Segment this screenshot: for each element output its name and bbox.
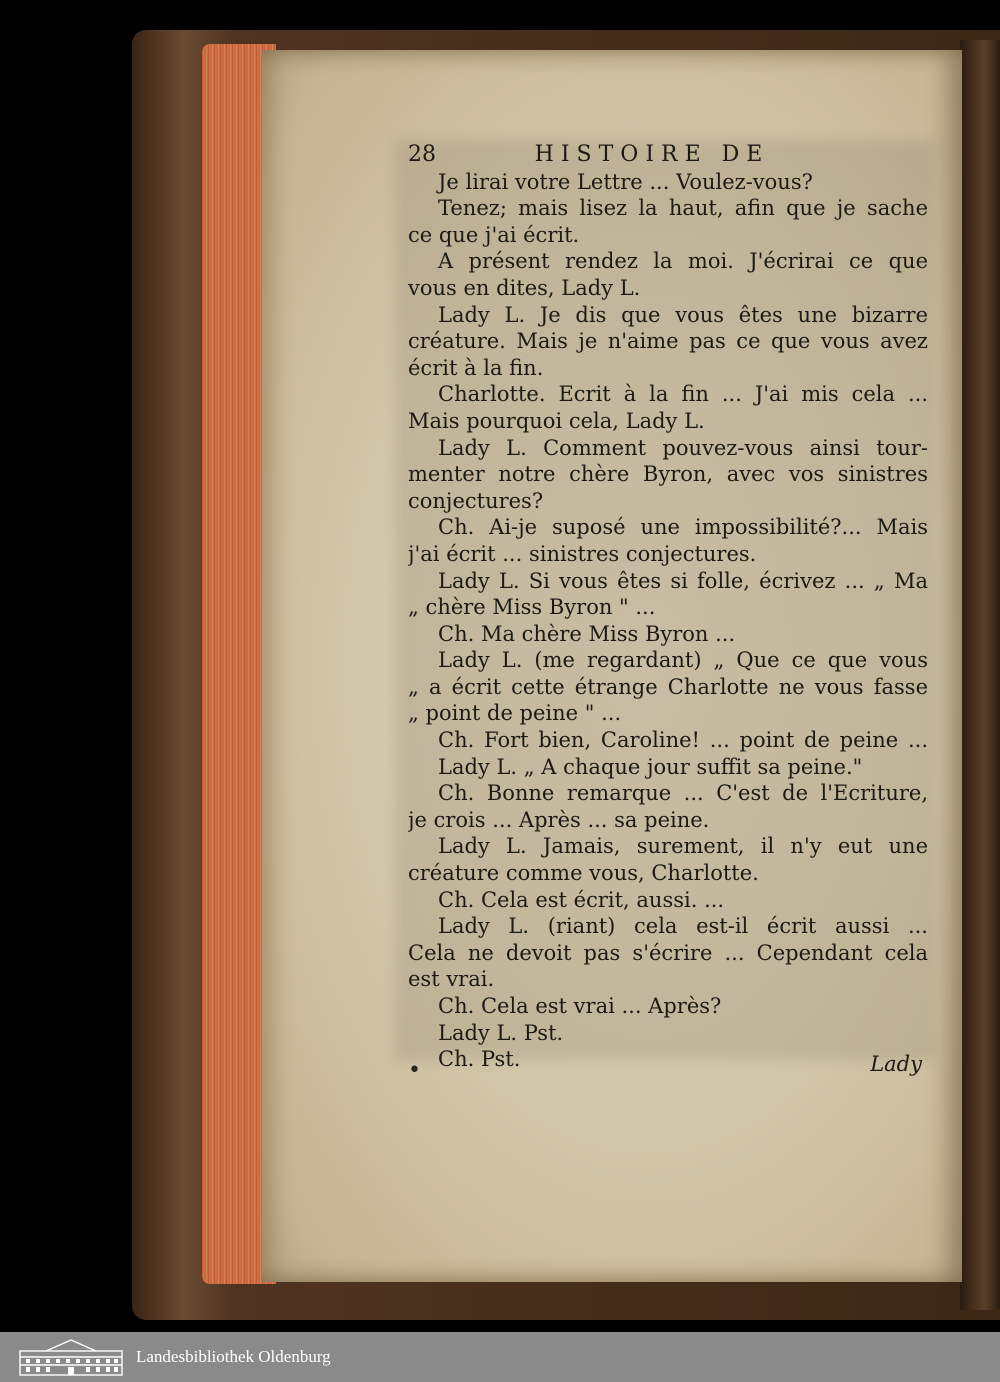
text-line: Ch. Ai-je suposé une impossibilité?... Mais <box>438 515 928 540</box>
running-head-title: HISTOIRE DE <box>534 142 770 167</box>
text-line: Charlotte. Ecrit à la fin ... J'ai mis cela ... <box>438 382 928 407</box>
text-line: est vrai. <box>408 967 495 992</box>
text-line: Ch. Cela est vrai ... Après? <box>438 994 722 1018</box>
text-line: conjectures? <box>408 488 544 513</box>
text-line: „ a écrit cette étrange Charlotte ne vous fasse <box>408 674 928 699</box>
text-line: „ point de peine " ... <box>408 701 622 726</box>
page-text <box>408 142 928 1073</box>
text-line: Ch. Cela est écrit, aussi. ... <box>438 887 725 912</box>
text-line: Ch. Pst. <box>438 1047 521 1072</box>
text-line: vous en dites, Lady L. <box>408 275 641 300</box>
catchword: Lady <box>870 1052 922 1076</box>
footer-bar <box>0 1332 1000 1382</box>
page-number: 28 <box>408 142 436 167</box>
text-line: créature comme vous, Charlotte. <box>408 861 759 886</box>
text-line: Lady L. Pst. <box>438 1020 564 1045</box>
text-line: Cela ne devoit pas s'écrire ... Cependant cela <box>408 940 928 965</box>
text-line: Mais pourquoi cela, Lady L. <box>408 408 705 433</box>
text-line: „ chère Miss Byron " ... <box>408 595 656 620</box>
text-line: A présent rendez la moi. J'écrirai ce que <box>438 249 928 274</box>
running-header <box>408 142 928 169</box>
text-lines <box>408 169 928 1073</box>
library-building-icon <box>16 1337 126 1377</box>
text-line: écrit à la fin. <box>408 355 544 380</box>
text-line: Lady L. (me regardant) „ Que ce que vous <box>438 648 928 673</box>
text-line: Ch. Ma chère Miss Byron ... <box>438 621 736 646</box>
book-cover-right <box>960 40 1000 1310</box>
text-line: ce que j'ai écrit. <box>408 222 580 247</box>
footer-label: Landesbibliothek Oldenburg <box>136 1347 331 1366</box>
text-line: Lady L. (riant) cela est-il écrit aussi ... <box>438 914 928 939</box>
text-line: j'ai écrit ... sinistres conjectures. <box>408 541 757 566</box>
margin-mark: • <box>408 1058 421 1083</box>
text-line: Lady L. Si vous êtes si folle, écrivez ... „ Ma <box>438 568 928 593</box>
text-line: Lady L. Comment pouvez-vous ainsi tour- <box>438 435 928 460</box>
text-line: Lady L. Jamais, surement, il n'y eut une <box>438 834 928 859</box>
text-line: je crois ... Après ... sa peine. <box>408 807 710 832</box>
text-line: Je lirai votre Lettre ... Voulez-vous? <box>438 169 813 194</box>
text-line: Lady L. „ A chaque jour suffit sa peine." <box>438 754 863 779</box>
text-line: Lady L. Je dis que vous êtes une bizarre <box>438 302 928 327</box>
text-line: Ch. Bonne remarque ... C'est de l'Ecriture, <box>438 781 928 806</box>
text-line: menter notre chère Byron, avec vos sinistres <box>408 462 928 487</box>
text-line: créature. Mais je n'aime pas ce que vous avez <box>408 329 928 354</box>
text-line: Tenez; mais lisez la haut, afin que je sache <box>438 196 928 221</box>
text-line: Ch. Fort bien, Caroline! ... point de peine ... <box>438 728 928 753</box>
